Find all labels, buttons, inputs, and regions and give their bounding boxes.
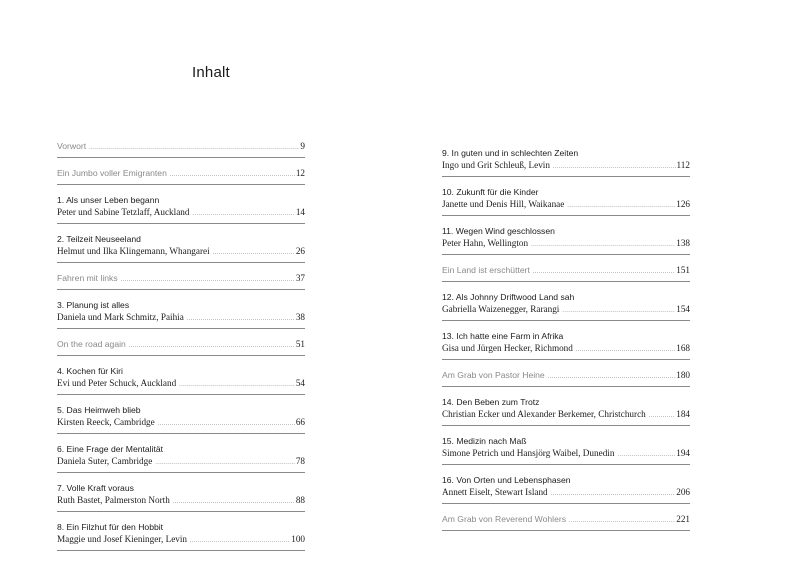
leader-dots [155, 457, 295, 469]
toc-entry [57, 365, 305, 395]
leader-dots [213, 247, 295, 259]
toc-entry [442, 264, 690, 282]
chapter-title: 1. Als unser Leben begann [57, 195, 160, 205]
toc-line [442, 486, 690, 500]
leader-dots [562, 305, 675, 317]
toc-line [57, 455, 305, 469]
toc-entry [57, 140, 305, 158]
leader-dots [569, 515, 675, 527]
chapter-title: 8. Ein Filzhut für den Hobbit [57, 522, 164, 532]
toc-line [442, 408, 690, 422]
section-title: Ein Jumbo voller Emigranten [57, 168, 167, 178]
page-number: 194 [676, 448, 690, 458]
leader-dots [129, 340, 295, 352]
section-title: Am Grab von Pastor Heine [442, 370, 545, 380]
leader-dots [121, 274, 295, 286]
toc-column-left [57, 140, 305, 560]
chapter-author: Daniela Suter, Cambridge [57, 456, 153, 466]
chapter-title: 7. Volle Kraft voraus [57, 483, 134, 493]
toc-entry [442, 369, 690, 387]
toc-line [442, 237, 690, 251]
leader-dots [173, 496, 295, 508]
toc-line [442, 159, 690, 173]
section-title: Vorwort [57, 141, 87, 151]
toc-entry [57, 482, 305, 512]
chapter-author: Ruth Bastet, Palmerston North [57, 495, 170, 505]
page-number: 38 [295, 312, 305, 322]
chapter-author: Evi und Peter Schuck, Auckland [57, 378, 177, 388]
toc-line [442, 342, 690, 356]
toc-line [57, 206, 305, 220]
page-number: 168 [676, 343, 690, 353]
toc-entry [442, 435, 690, 465]
toc-entry [57, 272, 305, 290]
leader-dots [179, 379, 295, 391]
chapter-title: 14. Den Beben zum Trotz [442, 397, 540, 407]
toc-line [57, 494, 305, 508]
toc-line [57, 521, 305, 533]
toc-entry [442, 147, 690, 177]
toc-entry [57, 443, 305, 473]
toc-line [57, 194, 305, 206]
toc-entry [57, 233, 305, 263]
toc-line [57, 377, 305, 391]
chapter-author: Maggie und Josef Kieninger, Levin [57, 534, 188, 544]
page-number: 180 [676, 370, 690, 380]
section-title: Am Grab von Reverend Wohlers [442, 514, 567, 524]
toc-line [57, 140, 305, 154]
toc-line [57, 299, 305, 311]
toc-line [442, 435, 690, 447]
toc-line [57, 443, 305, 455]
chapter-title: 12. Als Johnny Driftwood Land sah [442, 292, 575, 302]
chapter-author: Gabriella Waizenegger, Rarangi [442, 304, 560, 314]
toc-entry [57, 404, 305, 434]
page-number: 51 [295, 339, 305, 349]
leader-dots [533, 266, 675, 278]
page-number: 66 [295, 417, 305, 427]
toc-line [442, 264, 690, 278]
toc-entry [57, 521, 305, 551]
section-title: Fahren mit links [57, 273, 118, 283]
toc-column-right [442, 147, 690, 540]
page-title: Inhalt [192, 64, 230, 81]
page-number: 9 [300, 141, 305, 151]
page-number: 154 [676, 304, 690, 314]
toc-line [442, 513, 690, 527]
chapter-author: Christian Ecker und Alexander Berkemer, Christchurch [442, 409, 646, 419]
leader-dots [190, 535, 290, 547]
toc-line [57, 245, 305, 259]
toc-entry [442, 291, 690, 321]
leader-dots [551, 488, 676, 500]
page-number: 112 [676, 160, 690, 170]
toc-entry [442, 330, 690, 360]
chapter-title: 16. Von Orten und Lebensphasen [442, 475, 571, 485]
page-number: 100 [291, 534, 305, 544]
toc-line [57, 365, 305, 377]
chapter-author: Simone Petrich und Hansjörg Waibel, Dunedin [442, 448, 615, 458]
toc-line [57, 482, 305, 494]
page-number: 221 [676, 514, 690, 524]
toc-line [442, 396, 690, 408]
toc-line [57, 167, 305, 181]
toc-entry [442, 474, 690, 504]
leader-dots [170, 169, 295, 181]
section-title: On the road again [57, 339, 126, 349]
toc-line [442, 447, 690, 461]
toc-entry [57, 167, 305, 185]
leader-dots [548, 371, 676, 383]
page-number: 54 [295, 378, 305, 388]
chapter-author: Daniela und Mark Schmitz, Paihia [57, 312, 184, 322]
page-number: 88 [295, 495, 305, 505]
toc-line [442, 225, 690, 237]
toc-entry [442, 513, 690, 531]
page-number: 12 [295, 168, 305, 178]
toc-entry [57, 338, 305, 356]
toc-entry [442, 225, 690, 255]
chapter-title: 10. Zukunft für die Kinder [442, 187, 539, 197]
toc-line [57, 404, 305, 416]
chapter-author: Annett Eiselt, Stewart Island [442, 487, 548, 497]
page-number: 37 [295, 273, 305, 283]
chapter-author: Gisa und Jürgen Hecker, Richmond [442, 343, 573, 353]
toc-line [442, 303, 690, 317]
toc-line [442, 198, 690, 212]
page-number: 26 [295, 246, 305, 256]
chapter-author: Ingo und Grit Schleuß, Levin [442, 160, 550, 170]
chapter-author: Peter und Sabine Tetzlaff, Auckland [57, 207, 190, 217]
leader-dots [531, 239, 675, 251]
chapter-author: Peter Hahn, Wellington [442, 238, 529, 248]
toc-entry [442, 186, 690, 216]
leader-dots [187, 313, 295, 325]
chapter-title: 2. Teilzeit Neuseeland [57, 234, 141, 244]
chapter-title: 13. Ich hatte eine Farm in Afrika [442, 331, 564, 341]
page-number: 151 [676, 265, 690, 275]
leader-dots [553, 161, 676, 173]
chapter-title: 4. Kochen für Kiri [57, 366, 123, 376]
toc-line [57, 311, 305, 325]
chapter-title: 6. Eine Frage der Mentalität [57, 444, 164, 454]
leader-dots [192, 208, 294, 220]
toc-line [442, 291, 690, 303]
toc-entry [442, 396, 690, 426]
toc-entry [57, 194, 305, 224]
chapter-author: Janette und Denis Hill, Waikanae [442, 199, 565, 209]
chapter-title: 11. Wegen Wind geschlossen [442, 226, 555, 236]
chapter-title: 5. Das Heimweh blieb [57, 405, 141, 415]
chapter-title: 9. In guten und in schlechten Zeiten [442, 148, 579, 158]
chapter-author: Helmut und Ilka Klingemann, Whangarei [57, 246, 210, 256]
toc-line [442, 369, 690, 383]
leader-dots [649, 410, 675, 422]
leader-dots [567, 200, 675, 212]
toc-line [442, 330, 690, 342]
page-number: 126 [676, 199, 690, 209]
chapter-title: 3. Planung ist alles [57, 300, 130, 310]
page-number: 184 [676, 409, 690, 419]
section-title: Ein Land ist erschüttert [442, 265, 530, 275]
chapter-author: Kirsten Reeck, Cambridge [57, 417, 155, 427]
toc-line [442, 186, 690, 198]
page-number: 14 [295, 207, 305, 217]
leader-dots [617, 449, 675, 461]
page-number: 206 [676, 487, 690, 497]
toc-line [442, 147, 690, 159]
leader-dots [158, 418, 295, 430]
toc-line [57, 533, 305, 547]
leader-dots [89, 142, 299, 154]
toc-line [57, 272, 305, 286]
chapter-title: 15. Medizin nach Maß [442, 436, 527, 446]
page-number: 138 [676, 238, 690, 248]
page-number: 78 [295, 456, 305, 466]
toc-line [442, 474, 690, 486]
toc-line [57, 338, 305, 352]
toc-entry [57, 299, 305, 329]
toc-line [57, 416, 305, 430]
toc-line [57, 233, 305, 245]
leader-dots [576, 344, 675, 356]
